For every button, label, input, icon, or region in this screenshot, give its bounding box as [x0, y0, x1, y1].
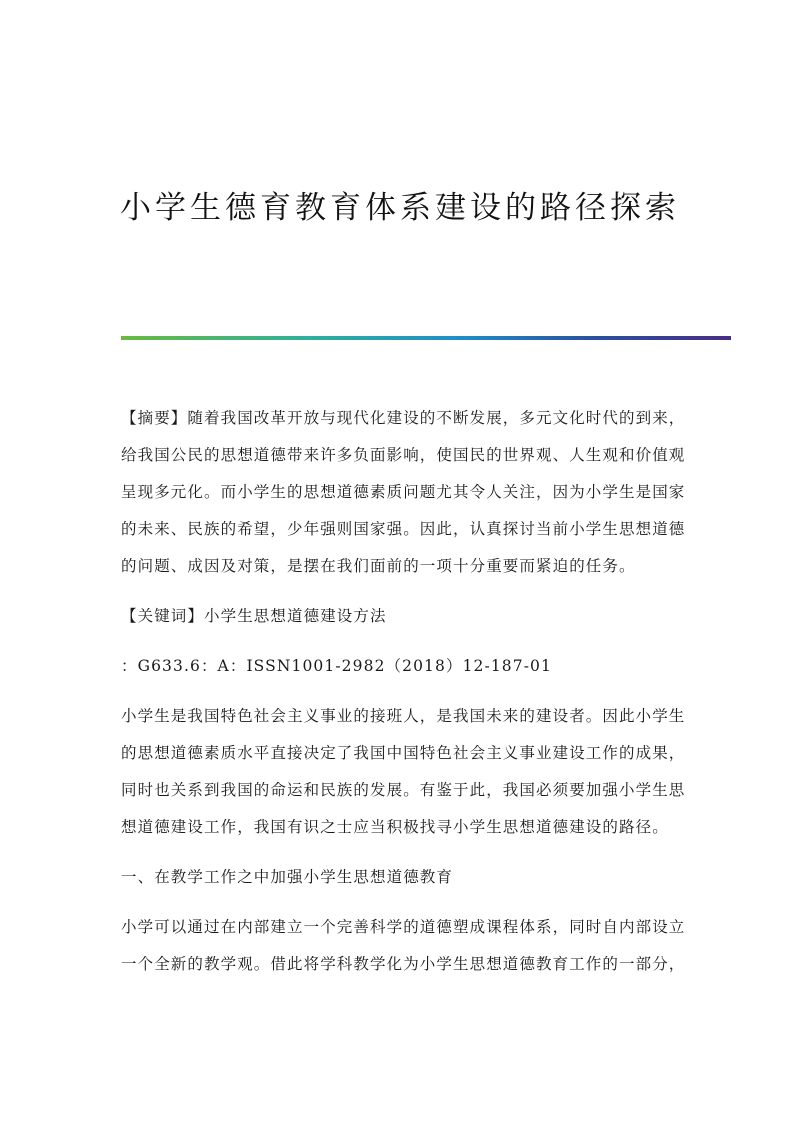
document-body	[121, 400, 686, 996]
keywords-line: 【关键词】小学生思想道德建设方法	[121, 607, 387, 625]
document-title: 小学生德育教育体系建设的路径探索	[120, 190, 680, 226]
intro-line: 的思想道德素质水平直接决定了我国中国特色社会主义事业建设工作的成果，	[121, 744, 686, 762]
abstract-line: 【摘要】随着我国改革开放与现代化建设的不断发展，多元文化时代的到来，	[121, 409, 686, 427]
keywords-paragraph	[121, 598, 673, 635]
section-heading: 一、在教学工作之中加强小学生思想道德教育	[121, 868, 454, 886]
section1-line: 一个全新的教学观。借此将学科教学化为小学生思想道德教育工作的一部分，	[121, 955, 686, 973]
intro-paragraph	[121, 698, 686, 846]
title-divider	[121, 336, 731, 340]
abstract-line: 的未来、民族的希望，少年强则国家强。因此，认真探讨当前小学生思想道德	[121, 520, 686, 538]
abstract-line: 呈现多元化。而小学生的思想道德素质问题尤其令人关注，因为小学生是国家	[121, 483, 686, 501]
intro-line: 小学生是我国特色社会主义事业的接班人，是我国未来的建设者。因此小学生	[121, 707, 686, 725]
classification-paragraph	[121, 648, 673, 685]
intro-line: 想道德建设工作，我国有识之士应当积极找寻小学生思想道德建设的路径。	[121, 818, 669, 836]
section1-paragraph	[121, 909, 686, 983]
abstract-line: 给我国公民的思想道德带来许多负面影响，使国民的世界观、人生观和价值观	[121, 446, 686, 464]
section-heading-paragraph	[121, 859, 673, 896]
classification-line: ：G633.6：A：ISSN1001-2982（2018）12-187-01	[121, 657, 552, 675]
intro-line: 同时也关系到我国的命运和民族的发展。有鉴于此，我国必须要加强小学生思	[121, 781, 686, 799]
section1-line: 小学可以通过在内部建立一个完善科学的道德塑成课程体系，同时自内部设立	[121, 918, 686, 936]
abstract-paragraph	[121, 400, 686, 585]
abstract-line: 的问题、成因及对策，是摆在我们面前的一项十分重要而紧迫的任务。	[121, 557, 636, 575]
